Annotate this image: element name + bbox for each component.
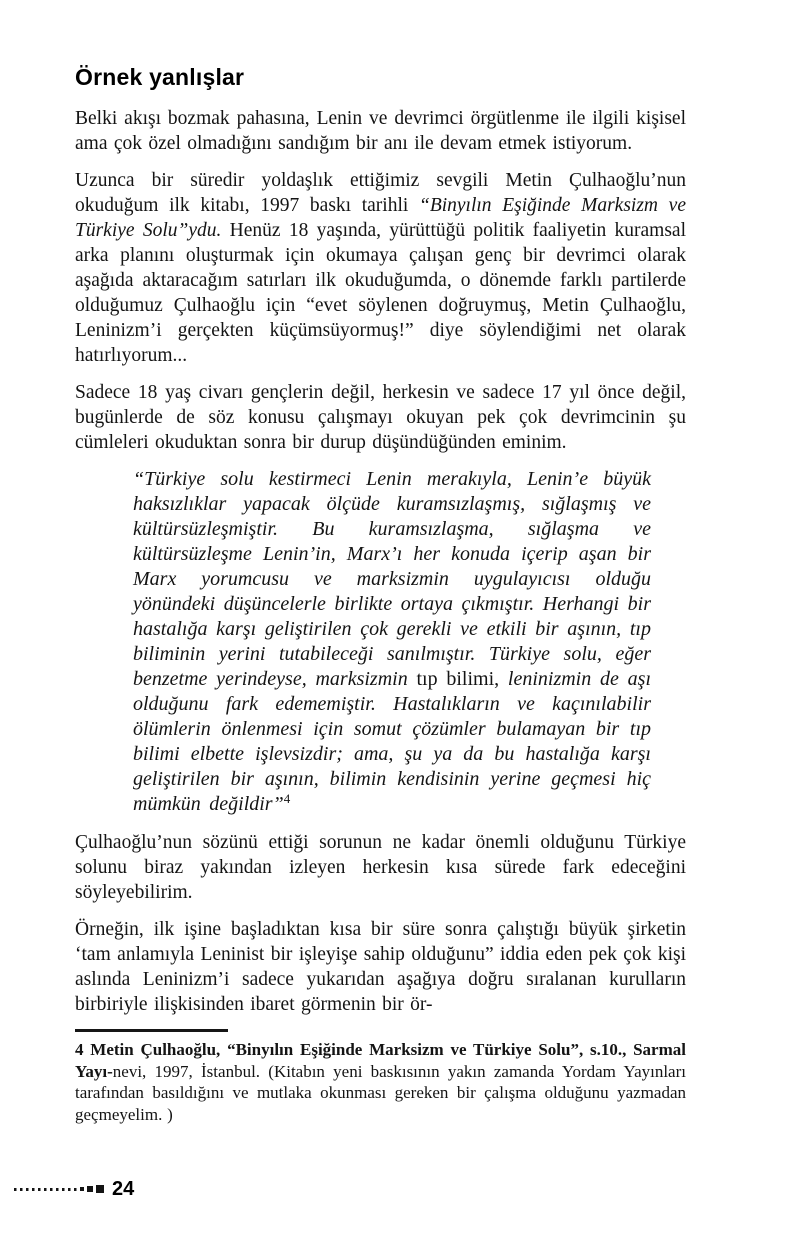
text-segment: “Türkiye solu kestirmeci Lenin merakıyla, Lenin’e büyük haksızlıklar yapacak ölçüde kuramsızlaşmış, sığlaşmış ve kültürsüzleşmiştir. Bu kuramsızlaşma, sığlaşma ve kültürsüzleşme Lenin’in, Marx’ı her konuda içerip aşan bir Marx yorumcusu ve marksizmin uygulayıcısı olduğu yönündeki düşüncelerle birlikte ortaya çıkmıştır. Herhangi bir hastalığa karşı geliştirilen çok gerekli ve etkili bir aşının, tıp biliminin yerini tutabileceği sanılmıştır. Türkiye solu, eğer benzetme yerindeyse, marksizmin (133, 468, 651, 690)
text-segment: Örneğin, ilk işine başladıktan kısa bir süre sonra çalıştığı büyük şirketin ‘tam anlamıyla Leninist bir işleyişe sahip olduğunu” iddia eden pek çok kişi aslında Leninizm’i sadece yukarıdan aşağıya doğru sıralanan kurulların birbiriyle ilişkisinden ibaret görmenin bir ör- (75, 919, 686, 1015)
text-segment: Belki akışı bozmak pahasına, Lenin ve devrimci örgütlenme ile ilgili kişisel ama çok özel olmadığını sandığım bir anı ile devam etmek istiyorum. (75, 108, 686, 154)
text-segment: leninizmin de aşı olduğunu fark edememiştir. Hastalıkların ve kaçınılabilir ölümlerin önlenmesi için somut çözümler bulamayan bir tıp bilimi elbette işlevsizdir; ama, şu ya da bu hastalığa karşı geliştirilen bir aşının, bilimin kendisinin yerine geçmesi hiç mümkün değildir” (133, 668, 651, 815)
text-segment: 4 (283, 791, 291, 806)
text-segment: 4 Metin Çulhaoğlu, “Binyılın Eşiğinde Marksizm ve Türkiye Solu”, s.10., Sarmal Yayı- (75, 1040, 686, 1081)
text-segment: tıp bilimi, (416, 668, 500, 690)
text-segment: Çulhaoğlu’nun sözünü ettiği sorunun ne kadar önemli olduğunu Türkiye solunu biraz yakından izleyen herkesin kısa sürede fark edeceğini söyleyebilirim. (75, 832, 686, 903)
square-bullet-icon (80, 1187, 84, 1191)
block-quote (133, 467, 651, 818)
text-segment: Sadece 18 yaş civarı gençlerin değil, herkesin ve sadece 17 yıl önce değil, bugünlerde de söz konusu çalışmayı okuyan pek çok devrimcinin şu cümleleri okuduktan sonra bir durup düşündüğünden eminim. (75, 382, 686, 453)
paragraph (75, 830, 686, 905)
square-bullet-icon (96, 1185, 104, 1193)
text-segment: Uzunca bir süredir yoldaşlık ettiğimiz sevgili Metin Çulhaoğlu’nun okuduğum ilk kitabı, 1997 baskı tarihli (75, 170, 686, 216)
paragraph (75, 917, 686, 1017)
page-footer (14, 1179, 134, 1199)
footnote-separator (75, 1029, 228, 1032)
footnote (75, 1039, 686, 1125)
page-number: 24 (112, 1178, 135, 1200)
paragraph (75, 168, 686, 368)
text-segment: “Binyılın Eşiğinde Marksizm ve Türkiye Solu”ydu. (75, 195, 686, 241)
paragraph (75, 380, 686, 455)
text-segment: nevi, 1997, İstanbul. (Kitabın yeni baskısının yakın zamanda Yordam Yayınları tarafından basıldığını ve mutlaka okunması gereken bir çalışma olduğunu yazmadan geçmeyelim. ) (75, 1061, 686, 1124)
paragraph (75, 106, 686, 156)
section-heading: Örnek yanlışlar (75, 64, 245, 90)
text-segment: Henüz 18 yaşında, yürüttüğü politik faaliyetin kuramsal arka planını oluşturmak için okumaya çalışan genç bir devrimci olarak aşağıda aktaracağım satırları ilk okuduğumda, o dönemde farklı partilerde olduğumuz Çulhaoğlu için “evet söylenen doğruymuş, Metin Çulhaoğlu, Leninizm’i gerçekten küçümsüyormuş!” diye söylendiğimi net olarak hatırlıyorum... (75, 220, 686, 366)
square-bullet-icon (87, 1186, 93, 1192)
dotted-leader-icon (14, 1188, 77, 1191)
